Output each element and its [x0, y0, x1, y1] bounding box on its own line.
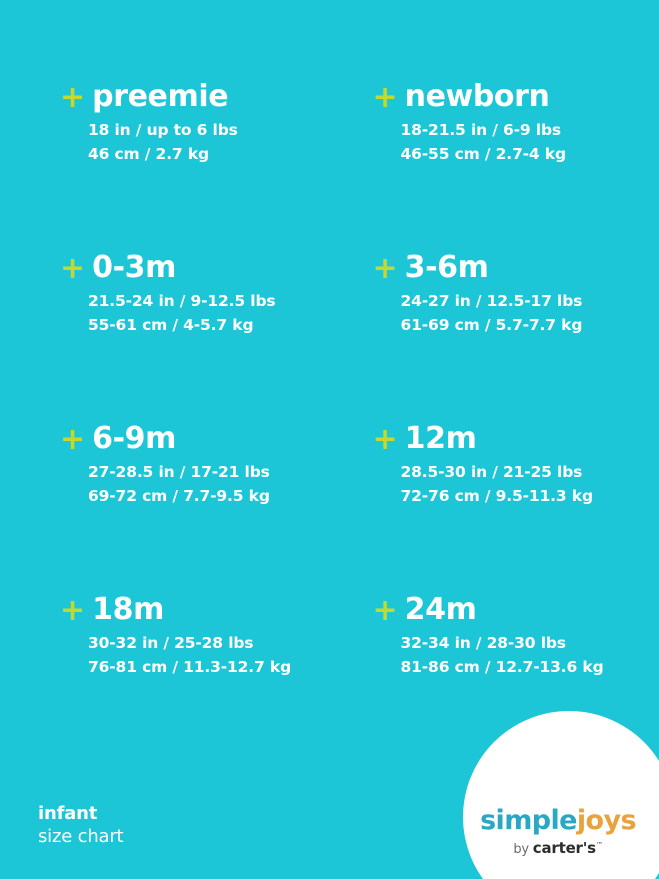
size-entry-12m	[350, 420, 640, 591]
size-grid	[0, 78, 659, 762]
size-heading	[60, 250, 350, 286]
size-heading	[372, 421, 640, 457]
size-imperial: 18 in / up to 6 lbs	[88, 121, 238, 139]
size-heading	[372, 79, 640, 115]
brand-logo-wordmark	[473, 807, 643, 834]
chart-title-secondary: size chart	[38, 825, 124, 847]
size-entry-0-3m	[60, 249, 350, 420]
size-metric: 46 cm / 2.7 kg	[88, 144, 209, 163]
plus-icon: +	[372, 422, 398, 457]
size-imperial: 28.5-30 in / 21-25 lbs	[400, 463, 583, 481]
brand-logo	[473, 807, 643, 857]
brand-byline	[473, 839, 643, 857]
plus-icon: +	[372, 80, 398, 115]
size-heading	[372, 592, 640, 628]
size-heading	[60, 79, 350, 115]
plus-icon: +	[60, 422, 86, 457]
size-imperial: 24-27 in / 12.5-17 lbs	[400, 292, 583, 310]
size-metric: 81-86 cm / 12.7-13.6 kg	[400, 657, 604, 676]
size-metric: 55-61 cm / 4-5.7 kg	[88, 315, 254, 334]
size-imperial: 18-21.5 in / 6-9 lbs	[400, 121, 561, 139]
size-label: 0-3m	[92, 250, 176, 285]
size-entry-18m	[60, 591, 350, 762]
brand-by-text: by	[513, 842, 533, 857]
size-metric: 69-72 cm / 7.7-9.5 kg	[88, 486, 270, 505]
plus-icon: +	[60, 80, 86, 115]
size-metric: 72-76 cm / 9.5-11.3 kg	[400, 486, 593, 505]
plus-icon: +	[60, 593, 86, 628]
chart-title-primary: infant	[38, 803, 98, 824]
size-imperial: 21.5-24 in / 9-12.5 lbs	[88, 292, 276, 310]
size-label: 24m	[404, 592, 477, 627]
plus-icon: +	[372, 593, 398, 628]
size-imperial: 32-34 in / 28-30 lbs	[400, 634, 566, 652]
size-imperial: 27-28.5 in / 17-21 lbs	[88, 463, 270, 481]
size-entry-preemie	[60, 78, 350, 249]
size-label: 3-6m	[404, 250, 489, 285]
size-entry-6-9m	[60, 420, 350, 591]
size-entry-newborn	[350, 78, 640, 249]
chart-title	[38, 803, 123, 848]
size-label: 6-9m	[92, 421, 176, 456]
brand-carters-text: carter's	[532, 839, 596, 857]
size-metric: 76-81 cm / 11.3-12.7 kg	[88, 657, 292, 676]
size-metric: 61-69 cm / 5.7-7.7 kg	[400, 315, 583, 334]
size-metric: 46-55 cm / 2.7-4 kg	[400, 144, 566, 163]
size-label: newborn	[404, 79, 550, 114]
plus-icon: +	[372, 251, 398, 286]
size-heading	[60, 592, 350, 628]
size-label: 18m	[92, 592, 164, 627]
brand-word-simple: simple	[480, 805, 577, 836]
plus-icon: +	[60, 251, 86, 286]
size-label: preemie	[92, 79, 229, 114]
size-imperial: 30-32 in / 25-28 lbs	[88, 634, 254, 652]
brand-word-joys: joys	[576, 805, 636, 836]
size-heading	[372, 250, 640, 286]
trademark-icon: ™	[595, 841, 603, 849]
size-entry-3-6m	[350, 249, 640, 420]
size-label: 12m	[404, 421, 477, 456]
size-heading	[60, 421, 350, 457]
